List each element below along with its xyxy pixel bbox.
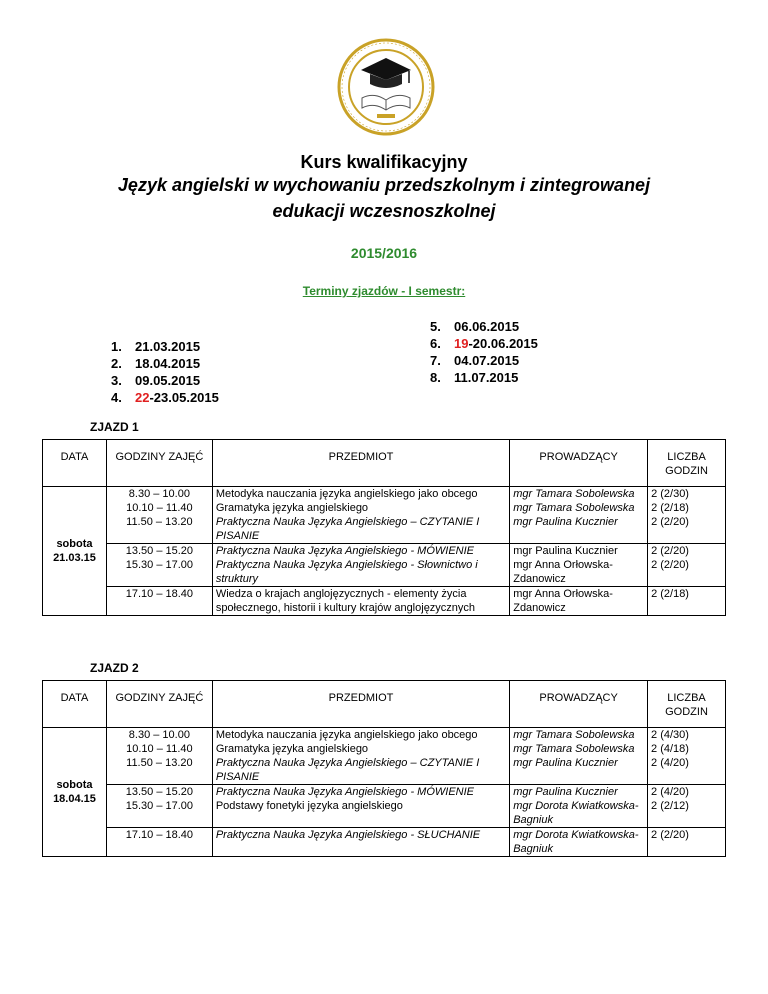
date-item: 6. 19-20.06.2015: [430, 336, 538, 351]
terms-heading: Terminy zjazdów - I semestr:: [302, 284, 466, 298]
time-cell: 17.10 – 18.40: [106, 828, 212, 857]
date-cell: sobota 18.04.15: [43, 728, 107, 857]
table-row: [43, 785, 726, 828]
date-item: 3. 09.05.2015: [111, 373, 201, 388]
time-cell: 13.50 – 15.20 15.30 – 17.00: [106, 544, 212, 587]
table-row: [43, 487, 726, 544]
count-cell: 2 (2/20): [648, 828, 726, 857]
count-cell: 2 (4/20) 2 (2/12): [648, 785, 726, 828]
col-teacher: PROWADZĄCY: [510, 681, 648, 728]
schedule-table-zjazd-1: [42, 439, 726, 616]
subject-cell: Metodyka nauczania języka angielskiego jako obcego Gramatyka języka angielskiego Praktyczna Nauka Języka Angielskiego – CZYTANIE I PISANIE: [212, 728, 509, 785]
zjazd-2-label: ZJAZD 2: [90, 661, 139, 675]
teacher-cell: mgr Tamara Sobolewska mgr Tamara Sobolewska mgr Paulina Kucznier: [510, 728, 648, 785]
subject-cell: Praktyczna Nauka Języka Angielskiego - MÓWIENIE Praktyczna Nauka Języka Angielskiego - Słownictwo i struktury: [212, 544, 509, 587]
date-item: 8. 11.07.2015: [430, 370, 519, 385]
time-cell: 17.10 – 18.40: [106, 587, 212, 616]
course-subtitle-line1: Język angielski w wychowaniu przedszkolnym i zintegrowanej: [117, 175, 651, 195]
date-cell: sobota 21.03.15: [43, 487, 107, 616]
teacher-cell: mgr Anna Orłowska-Zdanowicz: [510, 587, 648, 616]
academic-year: 2015/2016: [350, 245, 418, 261]
subject-cell: Metodyka nauczania języka angielskiego jako obcego Gramatyka języka angielskiego Praktyczna Nauka Języka Angielskiego – CZYTANIE I PISANIE: [212, 487, 509, 544]
course-subtitle-line2: edukacji wczesnoszkolnej: [272, 201, 496, 221]
schedule-table-zjazd-2: [42, 680, 726, 857]
date-item: 5. 06.06.2015: [430, 319, 520, 334]
teacher-cell: mgr Paulina Kucznier mgr Dorota Kwiatkowska-Bagniuk: [510, 785, 648, 828]
col-count: LICZBA GODZIN: [648, 681, 726, 728]
col-date: DATA: [43, 681, 107, 728]
table-header-row: [43, 681, 726, 728]
col-teacher: PROWADZĄCY: [510, 440, 648, 487]
date-item: 1. 21.03.2015: [111, 339, 201, 354]
col-hours: GODZINY ZAJĘĆ: [106, 681, 212, 728]
table-row: [43, 587, 726, 616]
subject-cell: Praktyczna Nauka Języka Angielskiego - MÓWIENIE Podstawy fonetyki języka angielskiego: [212, 785, 509, 828]
count-cell: 2 (4/30) 2 (4/18) 2 (4/20): [648, 728, 726, 785]
count-cell: 2 (2/20) 2 (2/20): [648, 544, 726, 587]
table-row: [43, 728, 726, 785]
col-date: DATA: [43, 440, 107, 487]
dates-list-left: [111, 338, 219, 406]
time-cell: 8.30 – 10.00 10.10 – 11.40 11.50 – 13.20: [106, 728, 212, 785]
date-item: 2. 18.04.2015: [111, 356, 201, 371]
teacher-cell: mgr Tamara Sobolewska mgr Tamara Sobolewska mgr Paulina Kucznier: [510, 487, 648, 544]
col-subject: PRZEDMIOT: [212, 440, 509, 487]
zjazd-1-label: ZJAZD 1: [90, 420, 139, 434]
dates-list-right: [430, 318, 538, 386]
subject-cell: Praktyczna Nauka Języka Angielskiego - SŁUCHANIE: [212, 828, 509, 857]
teacher-cell: mgr Dorota Kwiatkowska-Bagniuk: [510, 828, 648, 857]
date-item: 4. 22-23.05.2015: [111, 390, 219, 405]
table-row: [43, 544, 726, 587]
col-subject: PRZEDMIOT: [212, 681, 509, 728]
time-cell: 8.30 – 10.00 10.10 – 11.40 11.50 – 13.20: [106, 487, 212, 544]
date-item: 7. 04.07.2015: [430, 353, 520, 368]
time-cell: 13.50 – 15.20 15.30 – 17.00: [106, 785, 212, 828]
count-cell: 2 (2/30) 2 (2/18) 2 (2/20): [648, 487, 726, 544]
college-seal-logo: [337, 38, 435, 136]
col-count: LICZBA GODZIN: [648, 440, 726, 487]
count-cell: 2 (2/18): [648, 587, 726, 616]
teacher-cell: mgr Paulina Kucznier mgr Anna Orłowska-Zdanowicz: [510, 544, 648, 587]
table-row: [43, 828, 726, 857]
table-header-row: [43, 440, 726, 487]
course-title: Kurs kwalifikacyjny: [300, 152, 468, 172]
col-hours: GODZINY ZAJĘĆ: [106, 440, 212, 487]
subject-cell: Wiedza o krajach anglojęzycznych - elementy życia społecznego, historii i kultury krajów anglojęzycznych: [212, 587, 509, 616]
